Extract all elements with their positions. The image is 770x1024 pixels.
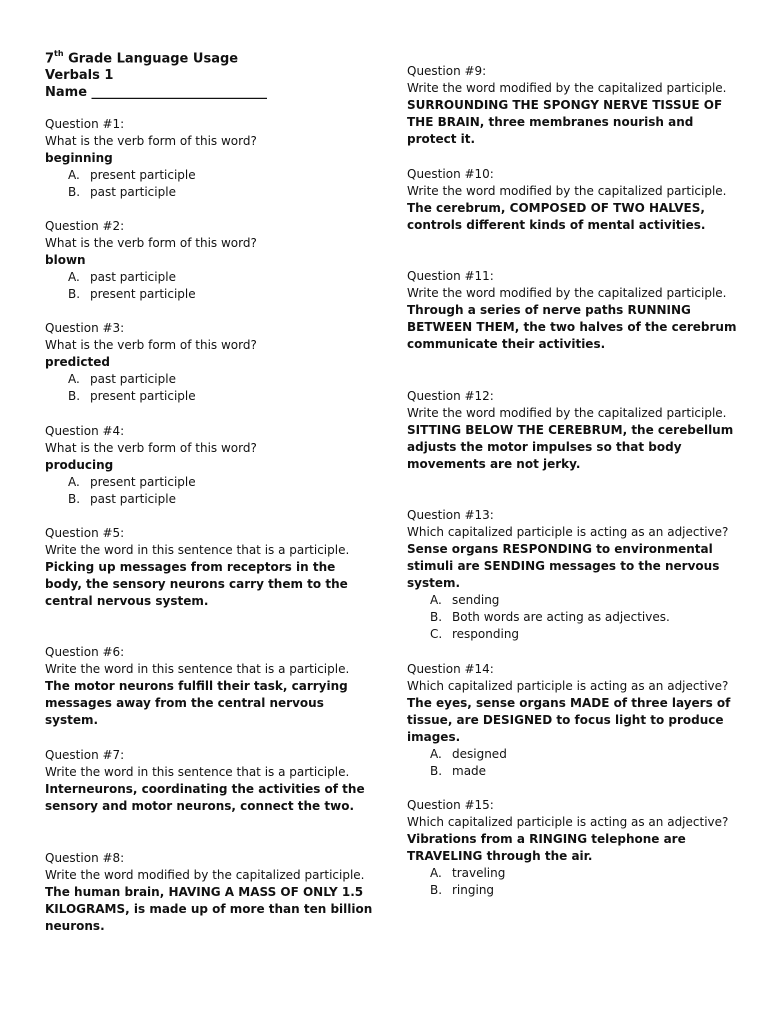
question-prompt: Write the word modified by the capitalized participle. [407,184,727,198]
question-9 [407,63,737,148]
question-stem: SURROUNDING THE SPONGY NERVE TISSUE OF THE BRAIN, three membranes nourish and protect it. [407,98,723,146]
answer-option[interactable]: A. traveling [430,866,506,880]
worksheet-title: 7th Grade Language Usage [45,49,239,67]
question-prompt: What is the verb form of this word? [45,441,257,455]
question-5 [45,525,375,610]
question-3 [45,320,375,405]
question-15 [407,797,737,899]
question-label: Question #5: [45,526,125,540]
question-prompt: Write the word in this sentence that is a participle. [45,765,350,779]
question-stem: Interneurons, coordinating the activities of the sensory and motor neurons, connect the two. [45,782,365,813]
question-prompt: What is the verb form of this word? [45,338,257,352]
question-prompt: Write the word modified by the capitalized participle. [407,406,727,420]
answer-options [45,269,375,303]
question-6 [45,644,375,729]
answer-options [407,746,737,780]
question-stem: The human brain, HAVING A MASS OF ONLY 1.5 KILOGRAMS, is made up of more than ten billion neurons. [45,885,373,933]
question-label: Question #15: [407,798,494,812]
question-8 [45,850,375,935]
question-stem: beginning [45,151,113,165]
answer-option[interactable]: A. past participle [68,270,176,284]
question-12 [407,388,737,473]
worksheet-subtitle: Verbals 1 [45,68,114,84]
question-prompt: What is the verb form of this word? [45,236,257,250]
question-label: Question #10: [407,167,494,181]
answer-option[interactable]: A. designed [430,747,507,761]
answer-option[interactable]: C. responding [430,627,520,641]
question-stem: The motor neurons fulfill their task, carrying messages away from the central nervous system. [45,679,348,727]
question-label: Question #6: [45,645,125,659]
question-label: Question #4: [45,424,125,438]
question-prompt: Which capitalized participle is acting as an adjective? [407,679,729,693]
question-label: Question #7: [45,748,125,762]
question-11 [407,268,737,353]
question-label: Question #14: [407,662,494,676]
question-prompt: What is the verb form of this word? [45,134,257,148]
question-prompt: Which capitalized participle is acting as an adjective? [407,815,729,829]
question-label: Question #9: [407,64,487,78]
question-2 [45,218,375,303]
question-prompt: Write the word modified by the capitalized participle. [45,868,365,882]
answer-option[interactable]: B. present participle [68,389,196,403]
question-prompt: Write the word modified by the capitalized participle. [407,286,727,300]
answer-option[interactable]: A. sending [430,593,500,607]
question-7 [45,747,375,815]
question-stem: SITTING BELOW THE CEREBRUM, the cerebellum adjusts the motor impulses so that body movements are not jerky. [407,423,734,471]
question-label: Question #12: [407,389,494,403]
question-1 [45,116,375,201]
answer-option[interactable]: B. past participle [68,492,176,506]
worksheet-header [45,46,375,101]
answer-option[interactable]: B. past participle [68,185,176,199]
question-stem: Sense organs RESPONDING to environmental stimuli are SENDING messages to the nervous system. [407,542,720,590]
answer-options [45,371,375,405]
question-stem: The eyes, sense organs MADE of three layers of tissue, are DESIGNED to focus light to produce images. [407,696,731,744]
question-prompt: Write the word modified by the capitalized participle. [407,81,727,95]
answer-option[interactable]: B. Both words are acting as adjectives. [430,610,670,624]
question-label: Question #13: [407,508,494,522]
answer-options [45,474,375,508]
question-13 [407,507,737,643]
question-prompt: Which capitalized participle is acting as an adjective? [407,525,729,539]
answer-options [407,865,737,899]
question-label: Question #11: [407,269,494,283]
question-label: Question #3: [45,321,125,335]
question-label: Question #2: [45,219,125,233]
question-label: Question #8: [45,851,125,865]
answer-option[interactable]: A. present participle [68,475,196,489]
question-stem: producing [45,458,114,472]
question-4 [45,423,375,508]
question-stem: The cerebrum, COMPOSED OF TWO HALVES, controls different kinds of mental activities. [407,201,706,232]
question-stem: Vibrations from a RINGING telephone are TRAVELING through the air. [407,832,686,863]
question-10 [407,166,737,234]
question-prompt: Write the word in this sentence that is a participle. [45,662,350,676]
question-prompt: Write the word in this sentence that is a participle. [45,543,350,557]
answer-option[interactable]: B. ringing [430,883,495,897]
answer-option[interactable]: A. past participle [68,372,176,386]
question-stem: predicted [45,355,110,369]
answer-options [407,592,737,643]
answer-options [45,167,375,201]
answer-option[interactable]: B. present participle [68,287,196,301]
question-stem: Picking up messages from receptors in the body, the sensory neurons carry them to the central nervous system. [45,560,348,608]
question-label: Question #1: [45,117,125,131]
question-stem: blown [45,253,86,267]
answer-option[interactable]: A. present participle [68,168,196,182]
question-stem: Through a series of nerve paths RUNNING BETWEEN THEM, the two halves of the cerebrum communicate their activities. [407,303,737,351]
answer-option[interactable]: B. made [430,764,487,778]
name-line: Name ___________________________ [45,85,268,101]
question-14 [407,661,737,780]
